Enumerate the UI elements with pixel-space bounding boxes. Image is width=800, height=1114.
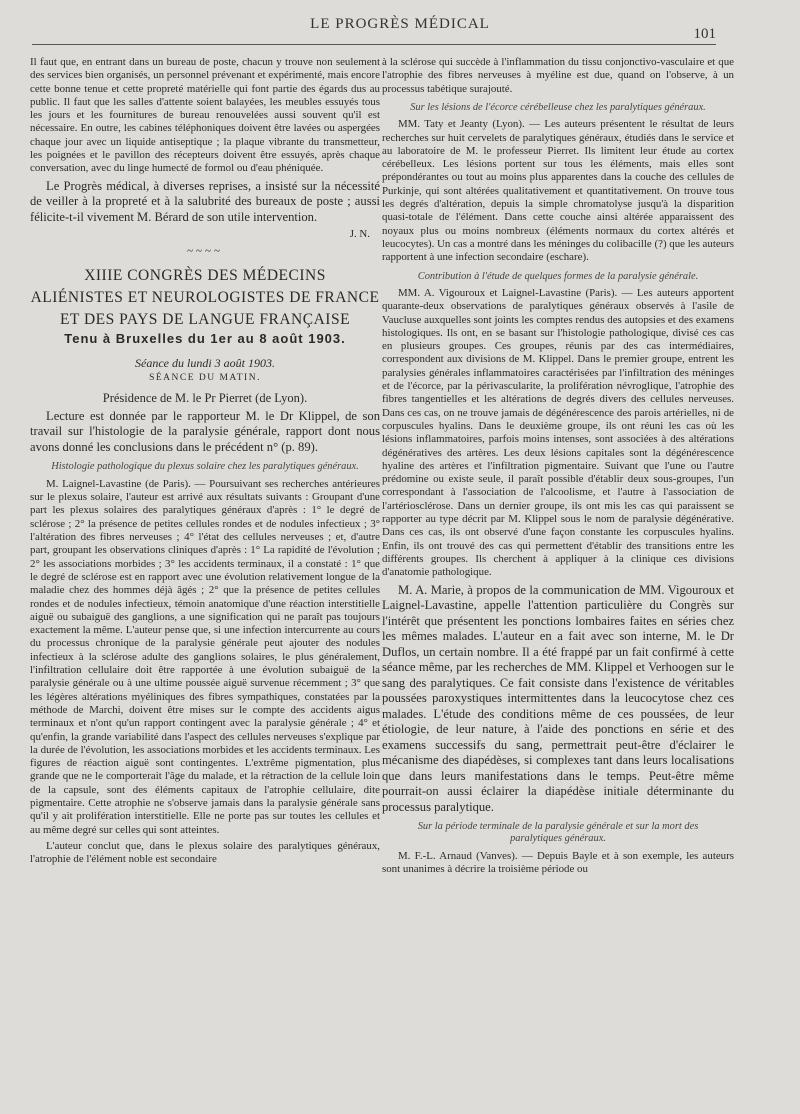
left-column [30, 56, 380, 869]
seance-subtitle: SÉANCE DU MATIN. [149, 373, 261, 384]
continuation-paragraph: à la sclérose qui succède à l'inflammation du tissu conjonctivo-vasculaire et que l'atrophie des fibres nerveuses à myéline est due, quand on l'observe, à un processus tabétique surajouté. [382, 56, 734, 95]
presidence-line: Présidence de M. le Pr Pierret (de Lyon). [102, 390, 308, 405]
congress-dates: Tenu à Bruxelles du 1er au 8 août 1903. [64, 330, 346, 346]
section-heading-periode-terminale: Sur la période terminale de la paralysie générale et sur la mort des paralytiques généraux. [417, 821, 699, 845]
section-ornament: ~~~~ [187, 245, 223, 258]
vigouroux-paragraph: MM. A. Vigouroux et Laignel-Lavastine (Paris). — Les auteurs apportent quarante-deux observations de paralytiques généraux observés à l'asile de Vaucluse auxquelles sont joints les comptes rendus des autopsies et des examens histologiques. Ils ont, en se basant sur l'histologie pathologique, divisé ces cas en plusieurs groupes. Ces groupes, réunis par des cas intermédiaires, correspondent aux divisions de M. Klippel. Dans le premier groupe, entrent les paralysies générales inflammatoires caractérisées par l'infiltration des méninges et de l'écorce, par la périvascularite, la prolifération névroglique, l'atrophie des fibres tangentielles et les altérations de degrés divers des cellules nerveuses. Dans ces cas, on ne trouve jamais de dégénérescence des parois artérielles, ni de corpuscules hyalins. Dans le deuxième groupe, ils ont réuni les cas où les lésions inflammatoires, parfois moins intenses, sont associées à des altérations dégénératives des artères. Les deux lésions capitales sont la dégénérescence hyaline des artères et l'infiltration pigmentaire. Suivant que l'une ou l'autre prédomine ou existe seule, il paraît possible d'établir deux sous-groupes, l'un correspondant à l'association de l'alcoolisme, et l'autre à l'association de l'artériosclérose. Dans un dernier groupe, ils ont mis les cas qui paraissent se rapporter au type décrit par M. Klippel sous le nom de paralysie dégénérative. Dans ces cas, ils ont observé d'une façon constante les corpuscules hyalins. Enfin, ils ont trouvé des cas qui permettent d'établir des transitions entre les différents groupes. Ils cherchent à appliquer à la clinique ces divisions d'anatomie pathologique. [382, 286, 734, 579]
section-heading-formes-paralysie: Contribution à l'étude de quelques formes de la paralysie générale. [417, 270, 699, 282]
section-heading-plexus-solaire: Histologie pathologique du plexus solaire chez les paralytiques généraux. [51, 461, 359, 473]
seance-date: Séance du lundi 3 août 1903. [135, 356, 275, 371]
congress-title-line-1: XIIIE CONGRÈS DES MÉDECINS [84, 266, 326, 284]
page-number: 101 [693, 26, 716, 42]
signature: J. N. [349, 228, 370, 241]
intro-paragraph: Il faut que, en entrant dans un bureau de poste, chacun y trouve non seulement des services bien organisés, un personnel prévenant et expérimenté, mais encore cette bonne tenue et cette propreté matérielle qui font partie des égards dus au public. Il faut que les salles d'attente soient balayées, les meubles essuyés tous les jours et les fournitures de bureau renouvelées aussi souvent qu'il est nécessaire. En outre, les cabines téléphoniques doivent être lavées ou aspergées chaque jour avec un liquide antiseptique ; la plaque vibrante du transmetteur, les poignées et le pavillon des récepteurs doivent être essuyés, après chaque conversation, avec du linge humecté de formol ou d'eau phéniquée. [30, 56, 380, 175]
laignel-paragraph: M. Laignel-Lavastine (de Paris). — Poursuivant ses recherches antérieures sur le plexus solaire, l'auteur est arrivé aux résultats suivants : Groupant d'une part les plexus solaires des paralytiques généraux d'après : 1° le degré de sclérose ; 2° la présence de petites cellules rondes et de nodules infectieux ; 3° l'altération des fibres nerveuses ; 4° l'état des cellules nerveuses ; et, d'autre part, groupant les observations cliniques d'après : 1° La rapidité de l'évolution ; 2° les associations morbides ; 3° les accidents terminaux, il a constaté : 1° que le degré de sclérose est en rapport avec une évolution relativement longue de la maladie chez des hommes déjà âgés ; 2° que la présence de petites cellules rondes et de nodules infectieux, témoin anatomique d'une réaction interstitielle aiguë ou subaiguë des ganglions, a une signification qui ne paraît pas toujours exactement la même. L'auteur pense que, si une infection intercurrente au cours du processus chronique de la paralysie générale peut ajouter des nodules infectieux à la sclérose adulte des ganglions solaires, le plus généralement, l'infiltration cellulaire doit être rapportée à une évolution subaiguë de la paralysie générale ou à une ultime poussée aiguë survenue récemment ; 3° que les légères altérations myéliniques des fibres sympathiques, constatées par la méthode de Marchi, doivent être mises sur le compte des accidents aigus terminaux et n'ont qu'un rapport contingent avec la paralysie générale ; 4° et qu'enfin, la grande variabilité dans l'aspect des cellules nerveuses s'explique par la durée de l'évolution, les associations morbides et les accidents terminaux. Les figures de réaction aiguë sont contingentes. L'extrême pigmentation, plus grande que ne le comporterait l'âge du malade, et la rétraction de la cellule loin de la capsule, sont des éléments capitaux de l'atrophie cellulaire, dite pigmentaire. Cette atrophie ne s'observe jamais dans la paralysie générale sans qu'il y ait prolifération interstitielle. Elle ne porte pas sur toutes les cellules et au même degré sur celles qui sont atteintes. [30, 477, 380, 836]
conclusion-paragraph: L'auteur conclut que, dans le plexus solaire des paralytiques généraux, l'atrophie de l'élément noble est secondaire [30, 839, 380, 866]
running-title: LE PROGRÈS MÉDICAL [310, 16, 490, 32]
arnaud-paragraph: M. F.-L. Arnaud (Vanves). — Depuis Bayle et à son exemple, les auteurs sont unanimes à décrire la troisième période ou [382, 849, 734, 876]
congress-title-line-3: ET DES PAYS DE LANGUE FRANÇAISE [59, 310, 351, 328]
taty-paragraph: MM. Taty et Jeanty (Lyon). — Les auteurs présentent le résultat de leurs recherches sur huit cervelets de paralytiques généraux, étudiés dans le service et au laboratoire de M. le professeur Pierret. Ils limitent leur étude au cortex cérébelleux. Les lésions portent sur tous les éléments, mais elles sont prépondérantes ou tout au moins plus apparentes dans la couche des cellules de Purkinje, qui sont altérées qualitativement et quantitativement. On trouve tous les degrés d'altération, depuis la simple chromatolyse jusqu'à la disparition quasi-totale de l'élément. Dans cette couche ainsi altérée apparaissent des noyaux plus ou moins nombreux (éléments normaux du cortex altérés et leucocytes). Un cas a montré dans les méninges du colibacille (?) que les auteurs rapportent à une infection secondaire (eschare). [382, 118, 735, 264]
header-rule [32, 44, 716, 45]
marie-paragraph: M. A. Marie, à propos de la communication de MM. Vigouroux et Laignel-Lavastine, appelle l'attention particulière du Congrès sur l'intérêt que présentent les ponctions lombaires faites en séries chez les mêmes malades. L'auteur en a fait avec son interne, M. le Dr Duflos, un certain nombre. Il a été frappé par un fait confirmé à cette séance même, par les recherches de MM. Klippel et Verhoogen sur le sang des paralytiques. Ce fait consiste dans l'existence de véritables poussées paroxystiques intermittentes dans la leucocytose chez ces malades. L'étude des conditions même de ces poussées, de leur étiologie, de leur nature, à l'aide des ponctions en série et des examens successifs du sang, permettrait peut-être d'éclairer le mécanisme des diapédèses, si complexes tant dans leurs localisations que dans leurs manifestations dans le temps. Peut-être même pourrait-on aussi éclairer la diapédèse initiale déterminante du processus paralytique. [382, 582, 734, 814]
congress-title-line-2: ALIÉNISTES ET NEUROLOGISTES DE FRANCE [30, 288, 380, 306]
lecture-paragraph: Lecture est donnée par le rapporteur M. le Dr Klippel, de son travail sur l'histologie de la paralysie générale, rapport dont nous avons donné les conclusions dans le précédent n° (p. 89). [30, 408, 380, 454]
section-heading-ecorce-cerebelleuse: Sur les lésions de l'écorce cérébelleuse chez les paralytiques généraux. [410, 101, 706, 113]
progres-paragraph: Le Progrès médical, à diverses reprises, a insisté sur la nécessité de veiller à la propreté et à la salubrité des bureaux de poste ; aussi félicite-t-il vivement M. Bérard de son utile intervention. [30, 178, 380, 224]
right-column [382, 56, 734, 879]
page-header [0, 0, 800, 46]
